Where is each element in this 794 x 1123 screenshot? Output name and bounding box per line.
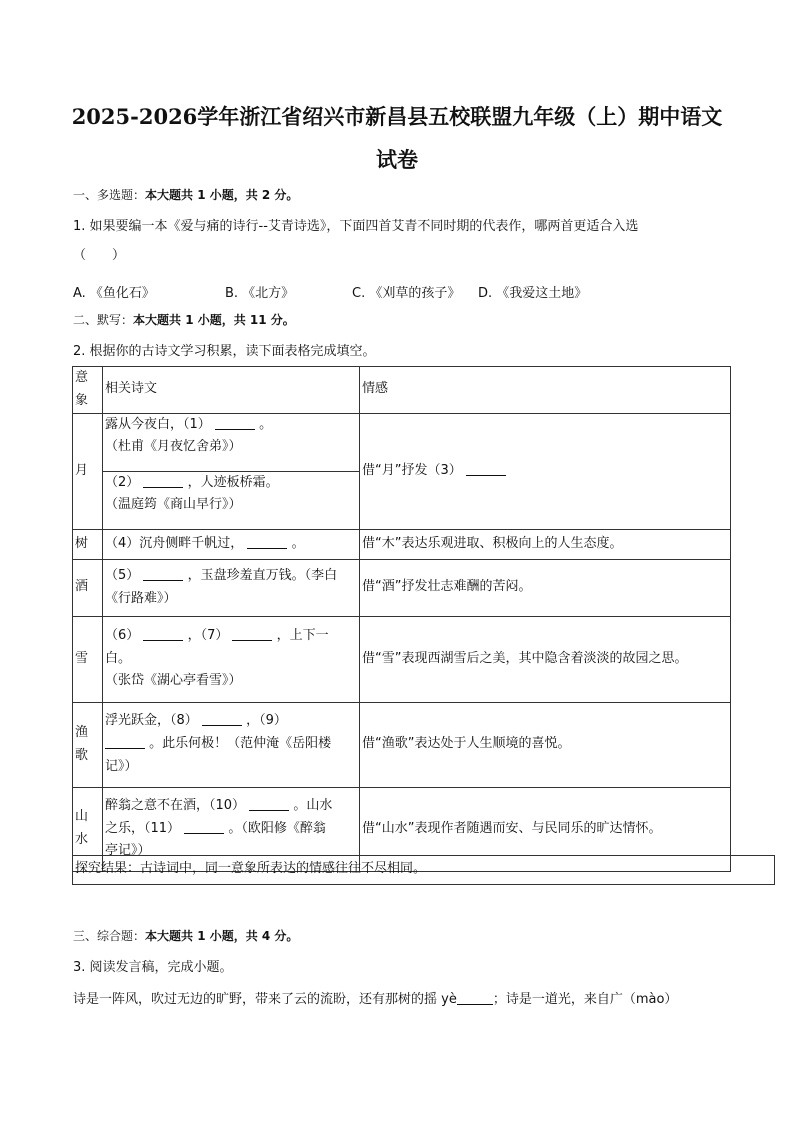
image-song: 渔歌: [73, 702, 103, 787]
question-1-answer-paren: （ ）: [73, 248, 126, 263]
poem-landscape: 醉翁之意不在酒，（10） 。山水 之乐，（11） 。（欧阳修《醉翁 亭记》）: [103, 787, 360, 871]
poem-moon-1: 露从今夜白，（1） 。 （杜甫《月夜忆舍弟》）: [103, 413, 360, 471]
image-moon: 月: [73, 413, 103, 529]
table-row-moon-1: [73, 413, 731, 471]
option-a: A. 《鱼化石》: [73, 286, 155, 301]
image-tree: 树: [73, 529, 103, 559]
blank-2: [143, 474, 183, 488]
table-row-tree: [73, 529, 731, 559]
blank-pinyin-ye: [457, 991, 493, 1005]
option-d: D. 《我爱这土地》: [478, 286, 588, 301]
blank-6: [143, 627, 183, 641]
image-landscape: 山水: [73, 787, 103, 871]
table-row-wine: [73, 559, 731, 616]
header-poems: 相关诗文: [103, 367, 360, 414]
emotion-tree: 借“木”表达乐观进取、积极向上的人生态度。: [360, 529, 731, 559]
poetry-table: [72, 366, 731, 872]
blank-8: [202, 712, 242, 726]
poem-snow: （6） ，（7） ，上下一 白。 （张岱《湖心亭看雪》）: [103, 616, 360, 702]
blank-4: [247, 535, 287, 549]
section-1-heading: 一、多选题：本大题共 1 小题，共 2 分。: [73, 188, 299, 202]
blank-9: [105, 735, 145, 749]
section-3-heading: 三、综合题：本大题共 1 小题，共 4 分。: [73, 929, 299, 943]
poem-song: 浮光跃金，（8） ，（9） 。此乐何极！（范仲淹《岳阳楼 记》）: [103, 702, 360, 787]
emotion-song: 借“渔歌”表达处于人生顺境的喜悦。: [360, 702, 731, 787]
question-3-stem: 3. 阅读发言稿，完成小题。: [73, 960, 233, 975]
table-header-row: [73, 367, 731, 414]
blank-10: [249, 797, 289, 811]
emotion-moon: 借“月”抒发（3）: [360, 413, 731, 529]
poem-tree: （4）沉舟侧畔千帆过， 。: [103, 529, 360, 559]
header-image: 意象: [73, 367, 103, 414]
section-2-heading: 二、默写：本大题共 1 小题，共 11 分。: [73, 313, 295, 327]
exam-title: 2025-2026学年浙江省绍兴市新昌县五校联盟九年级（上）期中语文: [71, 104, 723, 129]
emotion-wine: 借“酒”抒发壮志难酬的苦闷。: [360, 559, 731, 616]
question-2-stem: 2. 根据你的古诗文学习积累，读下面表格完成填空。: [73, 344, 376, 359]
poem-wine: （5） ，玉盘珍羞直万钱。（李白 《行路难》）: [103, 559, 360, 616]
blank-11: [184, 820, 224, 834]
blank-1: [215, 416, 255, 430]
image-wine: 酒: [73, 559, 103, 616]
header-emotion: 情感: [360, 367, 731, 414]
question-1-stem: 1. 如果要编一本《爱与痛的诗行--艾青诗选》，下面四首艾青不同时期的代表作，哪两首更适合入选: [73, 219, 639, 234]
table-row-snow: [73, 616, 731, 702]
exam-title-continued: 试卷: [376, 147, 418, 172]
question-3-passage: 诗是一阵风，吹过无边的旷野，带来了云的流盼，还有那树的摇 yè ；诗是一道光，来自广（mào）: [73, 992, 678, 1007]
blank-7: [232, 627, 272, 641]
option-b: B. 《北方》: [225, 286, 295, 301]
option-c: C. 《刈草的孩子》: [352, 286, 461, 301]
emotion-snow: 借“雪”表现西湖雪后之美，其中隐含着淡淡的故园之思。: [360, 616, 731, 702]
blank-3: [466, 462, 506, 476]
blank-5: [143, 567, 183, 581]
inquiry-result: 探究结果：古诗词中，同一意象所表达的情感往往不尽相同。: [72, 855, 775, 885]
emotion-landscape: 借“山水”表现作者随遇而安、与民同乐的旷达情怀。: [360, 787, 731, 871]
image-snow: 雪: [73, 616, 103, 702]
poem-moon-2: （2） ，人迹板桥霜。 （温庭筠《商山早行》）: [103, 471, 360, 529]
table-row-song: [73, 702, 731, 787]
